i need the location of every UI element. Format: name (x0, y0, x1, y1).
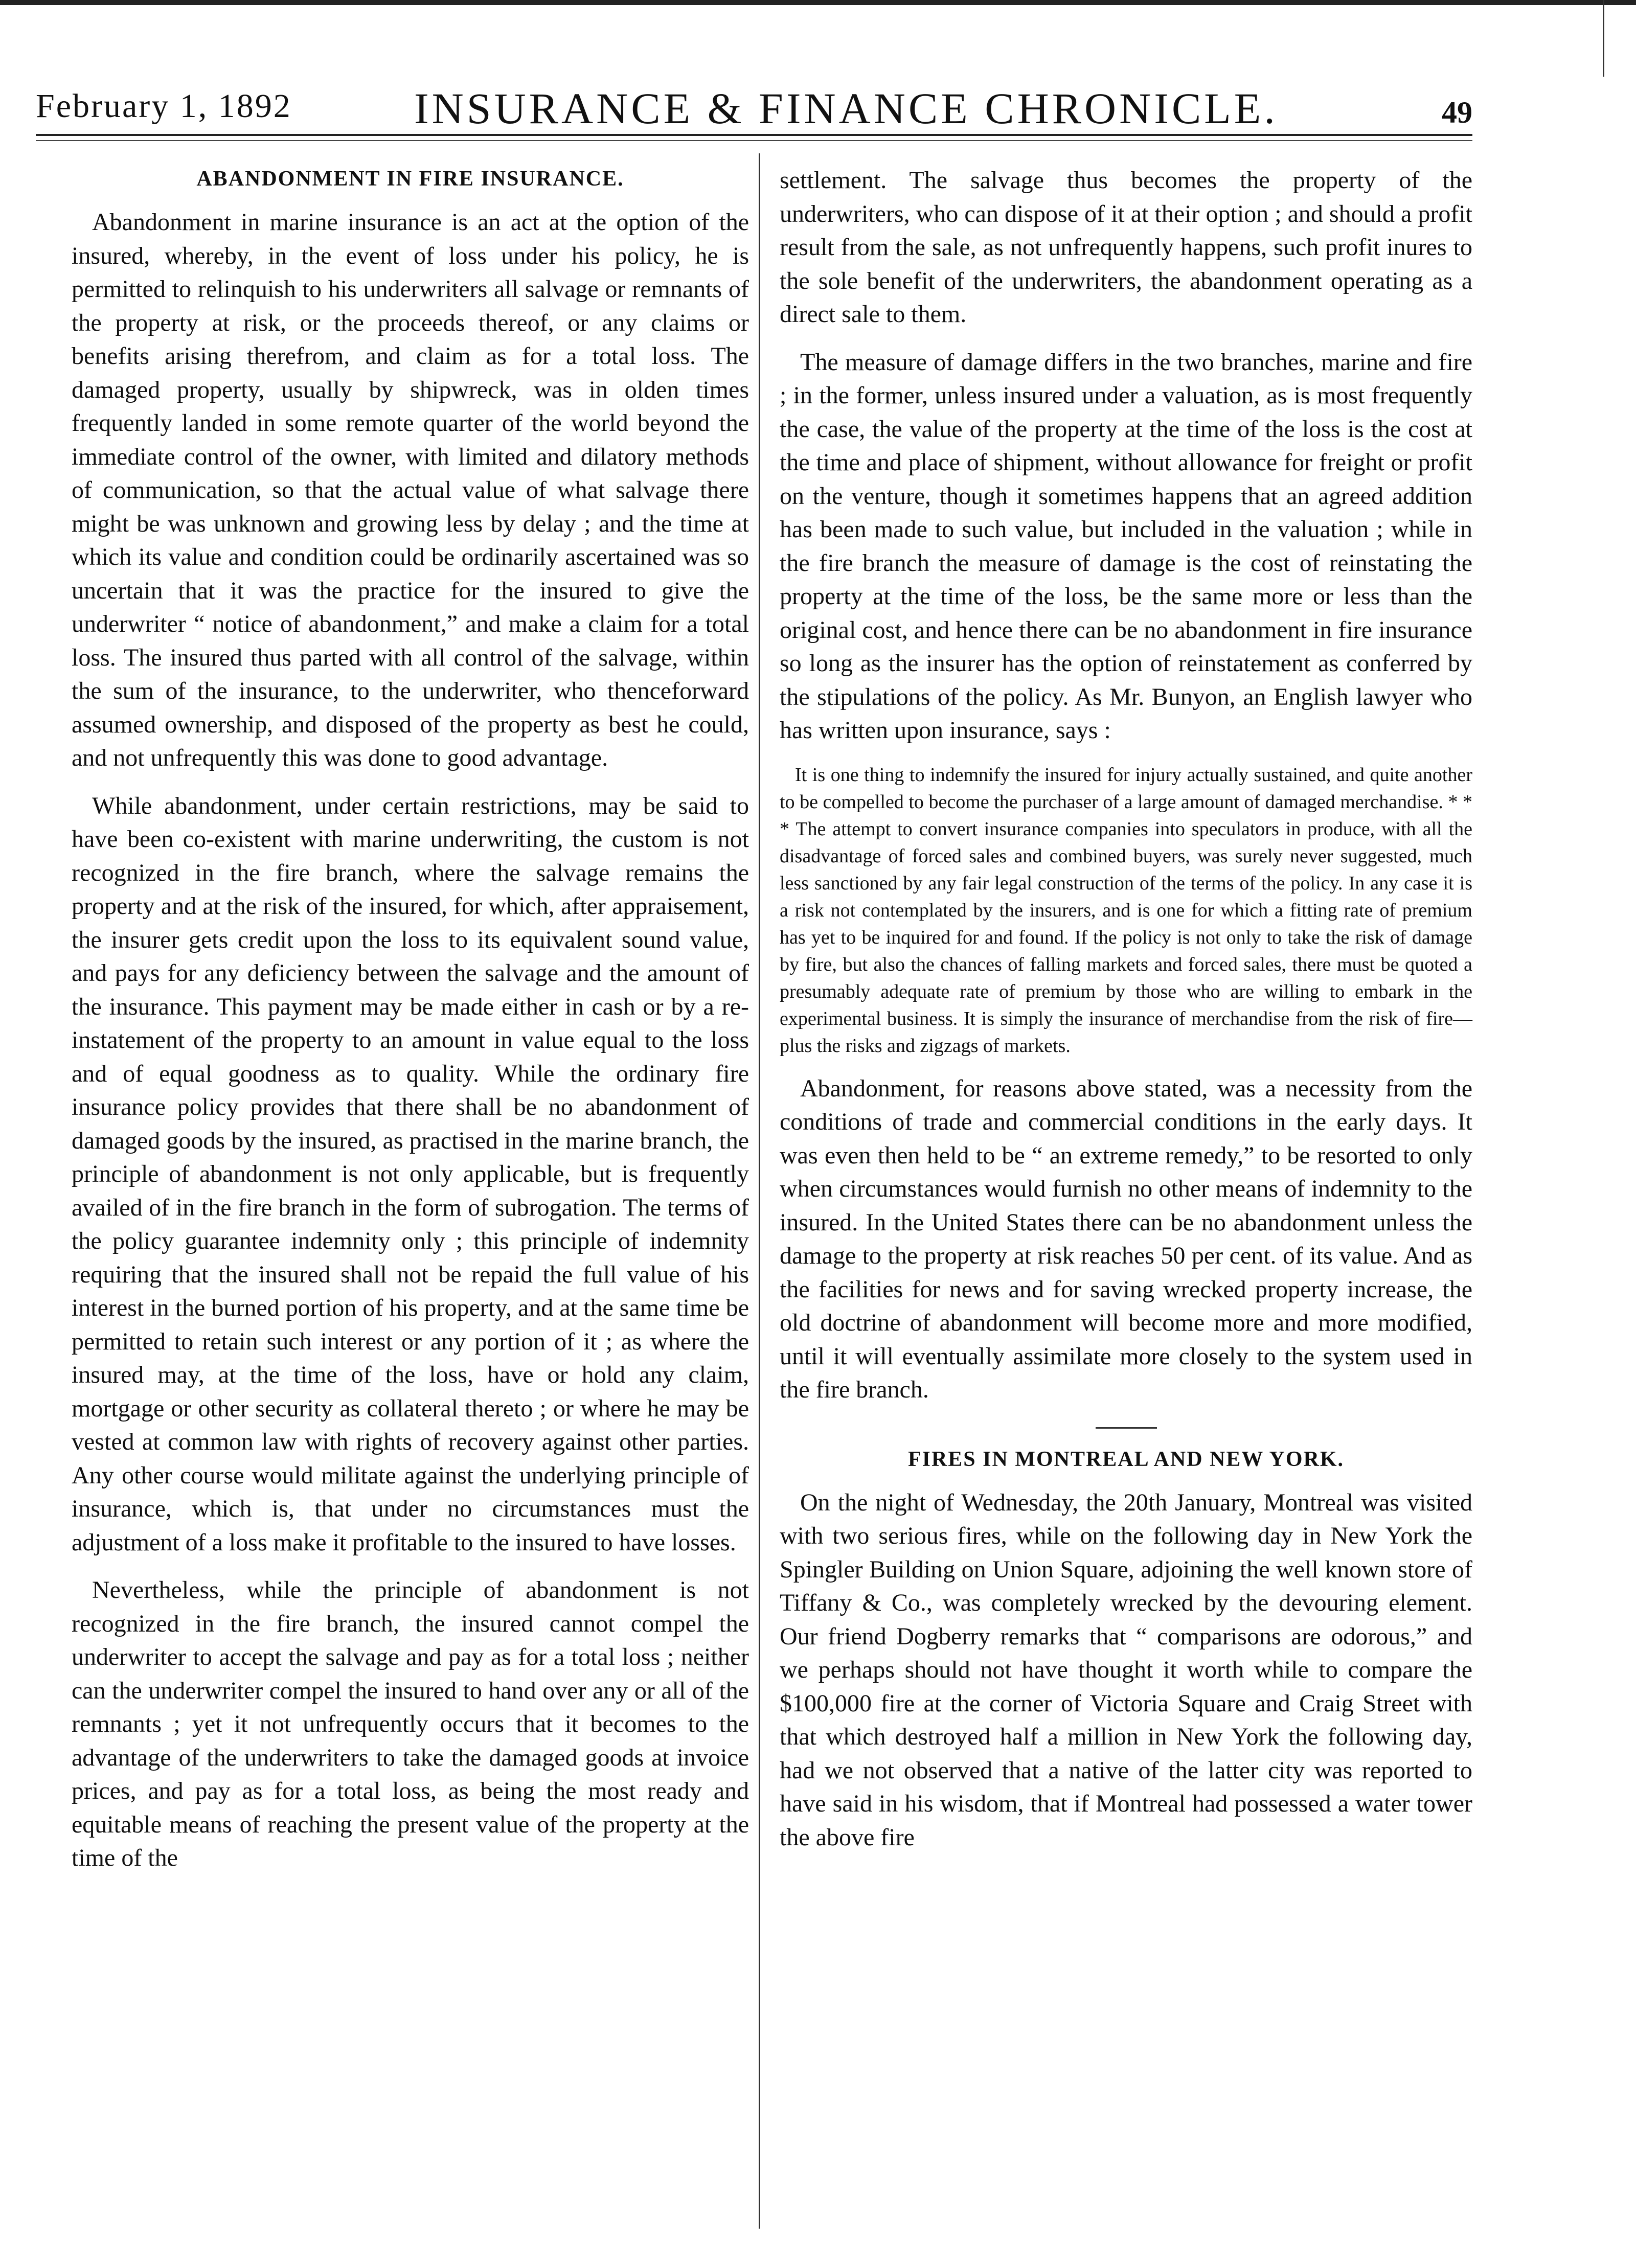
right-column (780, 164, 1472, 1868)
article-paragraph: On the night of Wednesday, the 20th January, Montreal was visited with two serious fires, while on the following day in New York the Spingler Building on Union Square, adjoining the well known store of Tiffany & Co., was completely wrecked by the devouring element. Our friend Dogberry remarks that “ comparisons are odorous,” and we perhaps should not have thought it worth while to compare the $100,000 fire at the corner of Victoria Square and Craig Street with that which destroyed half a million in New York the following day, had we not observed that a native of the latter city was reported to have said in his wisdom, that if Montreal had possessed a water tower the above fire (780, 1488, 1472, 1851)
section-separator (1096, 1427, 1157, 1429)
page-edge-line (1603, 0, 1604, 77)
article-paragraph: Abandonment, for reasons above stated, was a necessity from the conditions of trade and commercial conditions in the early days. It was even then held to be “ an extreme remedy,” to be resorted to only when circumstances would furnish no other means of indemnity to the insured. In the United States there can be no abandonment unless the damage to the property at risk reaches 50 per cent. of its value. And as the facilities for news and for saving wrecked property increase, the old doctrine of abandonment will become more and more modified, until it will eventually assimilate more closely to the system used in the fire branch. (780, 1074, 1472, 1403)
article-paragraph: settlement. The salvage thus becomes the property of the underwriters, who can dispose of it at their option ; and should a profit result from the sale, as not unfrequently happens, such profit inures to the sole benefit of the underwriters, the abandonment operating as a direct sale to them. (780, 167, 1472, 328)
header-rule (36, 134, 1472, 136)
article-heading-fires: FIRES IN MONTREAL AND NEW YORK. (907, 1447, 1345, 1471)
article-paragraph: The measure of damage differs in the two branches, marine and fire ; in the former, unless insured under a valuation, as is most frequently the case, the value of the property at the time of the loss is the cost at the time and place of shipment, without allowance for freight or profit on the venture, though it sometimes happens that an agreed addition has been made to such value, but included in the valuation ; while in the fire branch the measure of damage is the cost of reinstating the property at the time of the loss, be the same more or less than the original cost, and hence there can be no abandonment in fire insurance so long as the insurer has the option of reinstatement as conferred by the stipulations of the policy. As Mr. Bunyon, an English lawyer who has written upon insurance, says : (780, 348, 1472, 744)
article-paragraph: Nevertheless, while the principle of abandonment is not recognized in the fire branch, the insured cannot compel the underwriter to accept the salvage and pay as for a total loss ; neither can the underwriter compel the insured to hand over any or all of the remnants ; yet it not unfrequently occurs that it becomes to the advantage of the underwriters to take the damaged goods at invoice prices, and pay as for a total loss, as being the most ready and equitable means of reaching the present value of the property at the time of the (72, 1576, 749, 1871)
publication-title: INSURANCE & FINANCE CHRONICLE. (414, 84, 1278, 133)
header-date: February 1, 1892 (36, 87, 292, 125)
article-paragraph: While abandonment, under certain restrictions, may be said to have been co-existent with marine underwriting, the custom is not recognized in the fire branch, where the salvage remains the property and at the risk of the insured, for which, after appraisement, the insurer gets credit upon the loss to its equivalent sound value, and pays for any deficiency between the salvage and the amount of the insurance. This payment may be made either in cash or by a re-instatement of the property to an amount in value equal to the loss and of equal goodness as to quality. While the ordinary fire insurance policy provides that there shall be no abandonment of damaged goods by the insured, as practised in the marine branch, the principle of abandonment is not only applicable, but is frequently availed of in the fire branch in the form of subrogation. The terms of the policy guarantee indemnity only ; this principle of indemnity requiring that the insured shall not be repaid the full value of his interest in the burned portion of his property, and at the same time be permitted to retain such interest or any portion of it ; as where the insured may, at the time of the loss, have or hold any claim, mortgage or other security as collateral thereto ; or where he may be vested at common law with rights of recovery against other parties. Any other course would militate against the underlying principle of insurance, which is, that under no circumstances must the adjustment of a loss make it profitable to the insured to have losses. (72, 792, 749, 1556)
header-rule-thin (36, 140, 1472, 141)
top-border-rule (0, 0, 1636, 5)
left-column (72, 164, 749, 1889)
article-heading-abandonment: ABANDONMENT IN FIRE INSURANCE. (196, 167, 624, 191)
column-divider (759, 153, 760, 2229)
page-header (36, 77, 1472, 133)
article-paragraph: Abandonment in marine insurance is an act at the option of the insured, whereby, in the event of loss under his policy, he is permitted to relinquish to his underwriters all salvage or remnants of the property at risk, or the proceeds thereof, or any claims or benefits arising therefrom, and claim as for a total loss. The damaged property, usually by shipwreck, was in olden times frequently landed in some remote quarter of the world beyond the immediate control of the owner, with limited and dilatory methods of communication, so that the actual value of what salvage there might be was unknown and growing less by delay ; and the time at which its value and condition could be ordinarily ascertained was so uncertain that it was the practice for the insured to give the underwriter “ notice of abandonment,” and make a claim for a total loss. The insured thus parted with all control of the salvage, within the sum of the insurance, to the underwriter, who thenceforward assumed ownership, and disposed of the property as best he could, and not unfrequently this was done to good advantage. (72, 209, 749, 771)
page-number: 49 (1442, 96, 1472, 129)
block-quote: It is one thing to indemnify the insured for injury actually sustained, and quite another to be compelled to become the purchaser of a large amount of damaged merchandise. * * * The attempt to convert insurance companies into speculators in produce, with all the disadvantage of forced sales and combined buyers, was surely never suggested, much less sanctioned by any fair legal construction of the terms of the policy. In any case it is a risk not contemplated by the insurers, and is one for which a fitting rate of premium has yet to be inquired for and found. If the policy is not only to take the risk of damage by fire, but also the chances of falling markets and forced sales, there must be quoted a presumably adequate rate of premium by those who are willing to embark in the experimental business. It is simply the insurance of merchandise from the risk of fire—plus the risks and zigzags of markets. (780, 764, 1472, 1057)
